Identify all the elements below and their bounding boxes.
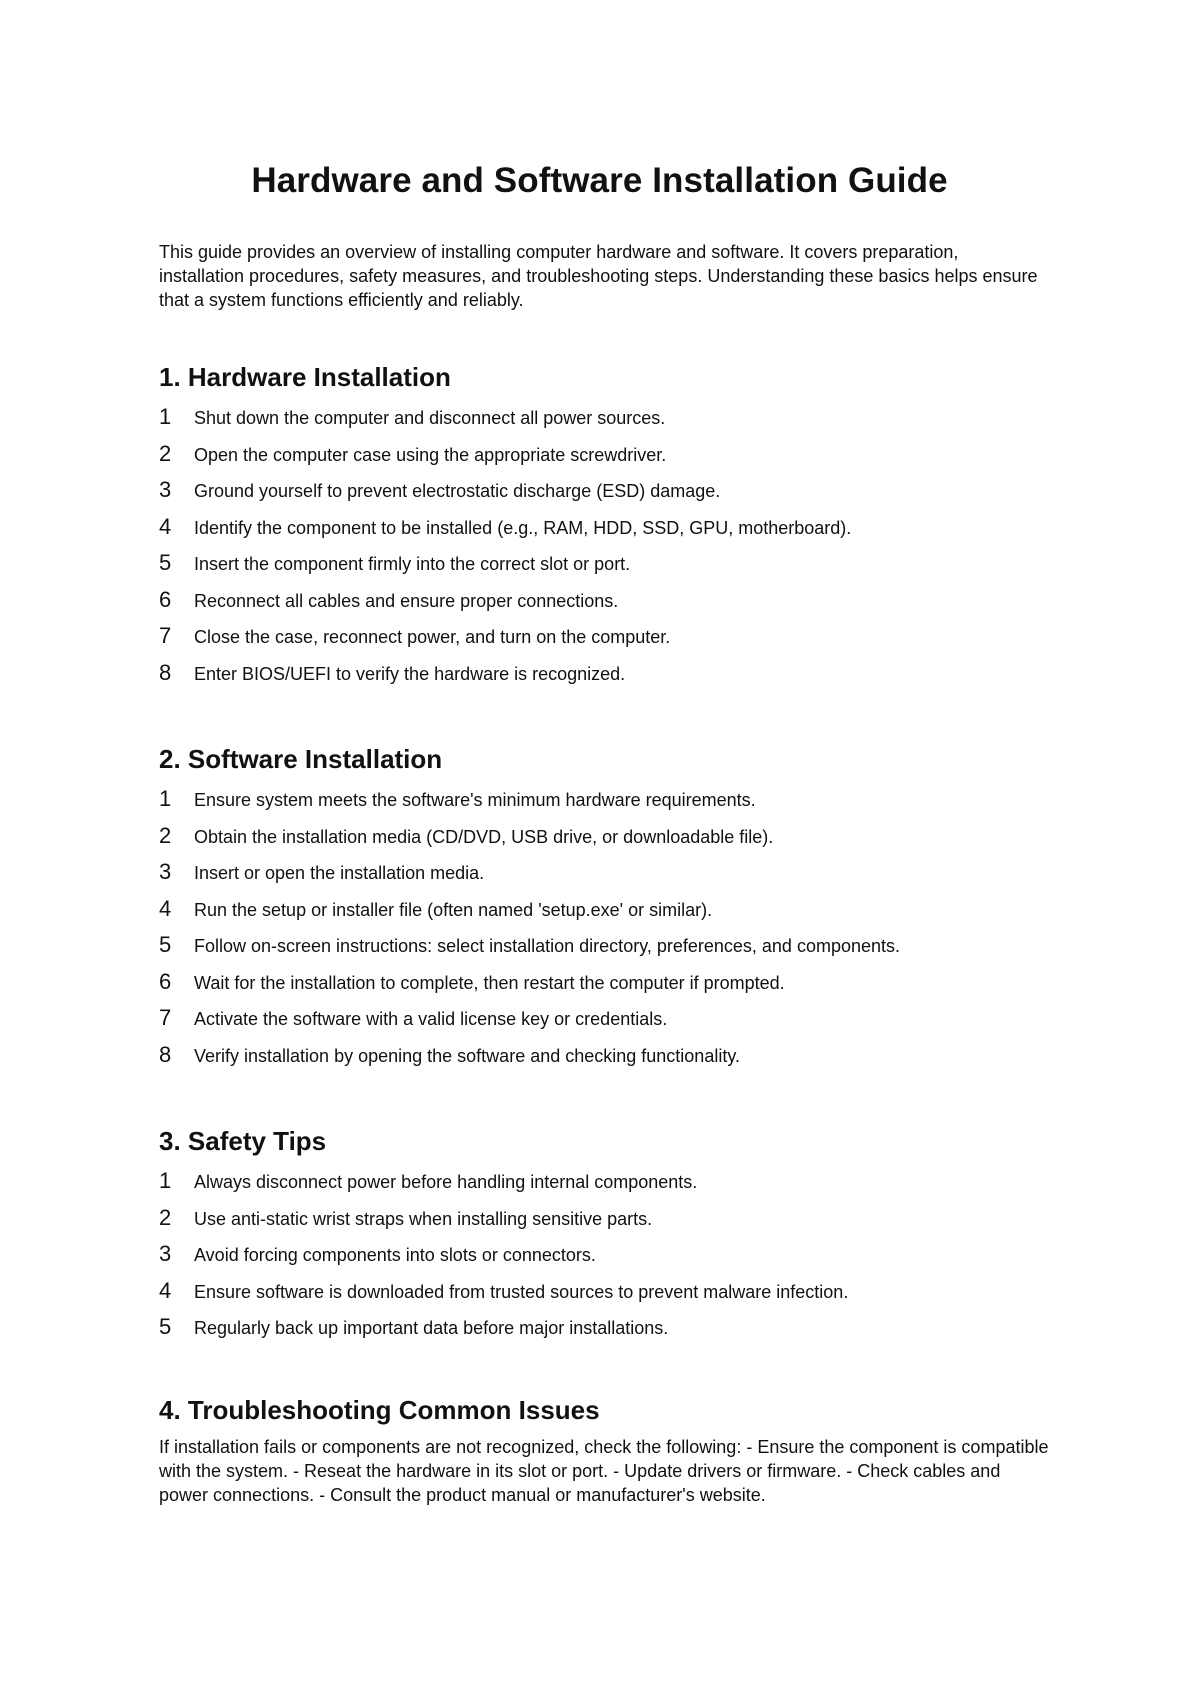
list-item xyxy=(159,1040,1050,1077)
step-text: Ensure system meets the software's minimum hardware requirements. xyxy=(194,790,756,810)
safety-step-list xyxy=(159,1166,1050,1349)
list-item xyxy=(159,1166,1050,1203)
list-item xyxy=(159,621,1050,658)
step-number: 6 xyxy=(159,968,172,994)
step-number: 5 xyxy=(159,1314,172,1339)
list-item xyxy=(159,894,1050,931)
step-number: 5 xyxy=(159,932,172,957)
section-safety-tips xyxy=(159,1124,1050,1349)
step-number: 7 xyxy=(159,1005,172,1030)
list-item xyxy=(159,784,1050,821)
step-number: 8 xyxy=(159,659,172,685)
step-text: Insert the component firmly into the correct slot or port. xyxy=(194,554,631,574)
step-number: 2 xyxy=(159,822,172,848)
step-number: 2 xyxy=(159,440,172,466)
section-hardware-installation xyxy=(159,360,1050,694)
list-item xyxy=(159,1276,1050,1313)
step-number: 5 xyxy=(159,550,172,575)
step-text: Ensure software is downloaded from trusted sources to prevent malware infection. xyxy=(194,1281,849,1302)
step-number: 8 xyxy=(159,1041,172,1067)
section-title-software: 2. Software Installation xyxy=(159,744,443,774)
list-item xyxy=(159,1312,1050,1349)
step-text: Enter BIOS/UEFI to verify the hardware is recognized. xyxy=(194,663,626,684)
step-text: Follow on-screen instructions: select installation directory, preferences, and components. xyxy=(194,936,901,956)
step-number: 3 xyxy=(159,477,172,502)
list-item xyxy=(159,1203,1050,1240)
troubleshooting-paragraph: If installation fails or components are not recognized, check the following: - Ensure the component is compatible with the system. - Reseat the hardware in its slot or port. - Update drivers or firmware. - Check cables and power connections. - Consult the product manual or manufacturer's website. xyxy=(159,1436,1049,1505)
software-step-list xyxy=(159,784,1050,1076)
list-item xyxy=(159,857,1050,894)
step-text: Shut down the computer and disconnect all power sources. xyxy=(194,408,666,428)
step-text: Always disconnect power before handling internal components. xyxy=(194,1172,698,1192)
step-text: Wait for the installation to complete, then restart the computer if prompted. xyxy=(194,972,785,993)
step-number: 1 xyxy=(159,786,172,811)
list-item xyxy=(159,402,1050,439)
step-number: 4 xyxy=(159,895,172,921)
list-item xyxy=(159,658,1050,695)
step-number: 3 xyxy=(159,859,172,884)
document-title: Hardware and Software Installation Guide xyxy=(251,161,948,200)
step-number: 2 xyxy=(159,1204,172,1230)
step-text: Obtain the installation media (CD/DVD, USB drive, or downloadable file). xyxy=(194,826,774,847)
step-number: 4 xyxy=(159,513,172,539)
list-item xyxy=(159,821,1050,858)
step-text: Avoid forcing components into slots or connectors. xyxy=(194,1245,596,1265)
section-troubleshooting xyxy=(159,1393,1050,1507)
list-item xyxy=(159,930,1050,967)
list-item xyxy=(159,1239,1050,1276)
list-item xyxy=(159,512,1050,549)
step-text: Verify installation by opening the software and checking functionality. xyxy=(194,1045,740,1066)
step-text: Run the setup or installer file (often named 'setup.exe' or similar). xyxy=(194,899,713,920)
section-title-hardware: 1. Hardware Installation xyxy=(159,362,451,392)
step-number: 7 xyxy=(159,623,172,648)
step-text: Open the computer case using the appropriate screwdriver. xyxy=(194,444,667,465)
step-text: Close the case, reconnect power, and turn on the computer. xyxy=(194,627,671,647)
list-item xyxy=(159,548,1050,585)
step-number: 1 xyxy=(159,1168,172,1193)
step-text: Ground yourself to prevent electrostatic discharge (ESD) damage. xyxy=(194,481,721,501)
section-title-safety: 3. Safety Tips xyxy=(159,1126,327,1156)
list-item xyxy=(159,439,1050,476)
section-title-troubleshooting: 4. Troubleshooting Common Issues xyxy=(159,1394,600,1425)
intro-paragraph: This guide provides an overview of installing computer hardware and software. It covers preparation, installation procedures, safety measures, and troubleshooting steps. Understanding these basics helps ensure that a system functions efficiently and reliably. xyxy=(159,242,1038,310)
step-text: Identify the component to be installed (e.g., RAM, HDD, SSD, GPU, motherboard). xyxy=(194,517,852,538)
step-number: 1 xyxy=(159,404,172,429)
list-item xyxy=(159,585,1050,622)
list-item xyxy=(159,1003,1050,1040)
step-number: 4 xyxy=(159,1277,172,1303)
step-text: Use anti-static wrist straps when installing sensitive parts. xyxy=(194,1208,653,1229)
step-text: Activate the software with a valid license key or credentials. xyxy=(194,1009,668,1029)
section-software-installation xyxy=(159,742,1050,1076)
step-text: Regularly back up important data before major installations. xyxy=(194,1318,669,1338)
list-item xyxy=(159,475,1050,512)
step-number: 3 xyxy=(159,1241,172,1266)
step-text: Insert or open the installation media. xyxy=(194,863,485,883)
step-number: 6 xyxy=(159,586,172,612)
step-text: Reconnect all cables and ensure proper connections. xyxy=(194,590,619,611)
list-item xyxy=(159,967,1050,1004)
hardware-step-list xyxy=(159,402,1050,694)
